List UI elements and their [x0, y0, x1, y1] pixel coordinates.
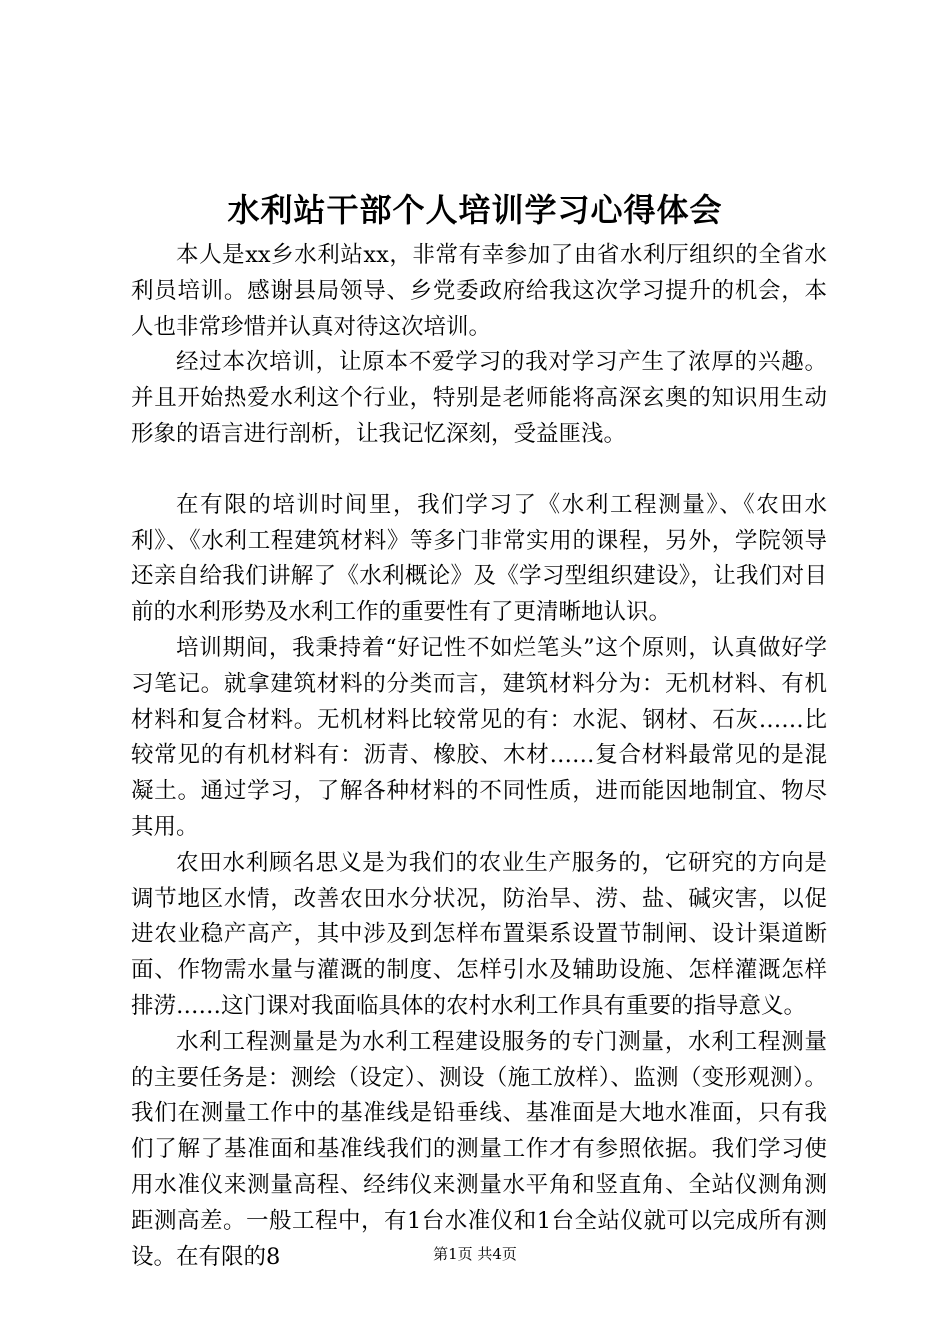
paragraph-5: 农田水利顾名思义是为我们的农业生产服务的，它研究的方向是调节地区水情，改善农田水分状况，防治旱、涝、盐、碱灾害，以促进农业稳产高产，其中涉及到怎样布置渠系设置节制闸、设计渠道断面、作物需水量与灌溉的制度、怎样引水及辅助设施、怎样灌溉怎样排涝……这门课对我面临具体的农村水利工作具有重要的指导意义。 — [131, 849, 827, 1019]
document-body — [131, 238, 827, 1275]
page-number-footer: 第1页 共4页 — [433, 1245, 517, 1263]
document-title: 水利站干部个人培训学习心得体会 — [227, 191, 723, 229]
paragraph-2: 经过本次培训，让原本不爱学习的我对学习产生了浓厚的兴趣。并且开始热爱水利这个行业，特别是老师能将高深玄奥的知识用生动形象的语言进行剖析，让我记忆深刻，受益匪浅。 — [131, 349, 827, 447]
paragraph-1: 本人是xx乡水利站xx，非常有幸参加了由省水利厅组织的全省水利员培训。感谢县局领导、乡党委政府给我这次学习提升的机会，本人也非常珍惜并认真对待这次培训。 — [131, 242, 827, 340]
paragraph-4: 培训期间，我秉持着“好记性不如烂笔头”这个原则，认真做好学习笔记。就拿建筑材料的分类而言，建筑材料分为：无机材料、有机材料和复合材料。无机材料比较常见的有：水泥、钢材、石灰……比较常见的有机材料有：沥青、橡胶、木材……复合材料最常见的是混凝土。通过学习，了解各种材料的不同性质，进而能因地制宜、物尽其用。 — [131, 634, 827, 840]
paragraph-6: 水利工程测量是为水利工程建设服务的专门测量，水利工程测量的主要任务是：测绘（设定）、测设（施工放样）、监测（变形观测）。我们在测量工作中的基准线是铅垂线、基准面是大地水准面，只有我们了解了基准面和基准线我们的测量工作才有参照依据。我们学习使用水准仪来测量高程、经纬仪来测量水平角和竖直角、全站仪测角测距测高差。一般工程中，有1台水准仪和1台全站仪就可以完成所有测设。在有限的8 — [131, 1028, 827, 1270]
paragraph-3: 在有限的培训时间里，我们学习了《水利工程测量》、《农田水利》、《水利工程建筑材料》等多门非常实用的课程，另外，学院领导还亲自给我们讲解了《水利概论》及《学习型组织建设》，让我们对目前的水利形势及水利工作的重要性有了更清晰地认识。 — [131, 491, 827, 626]
